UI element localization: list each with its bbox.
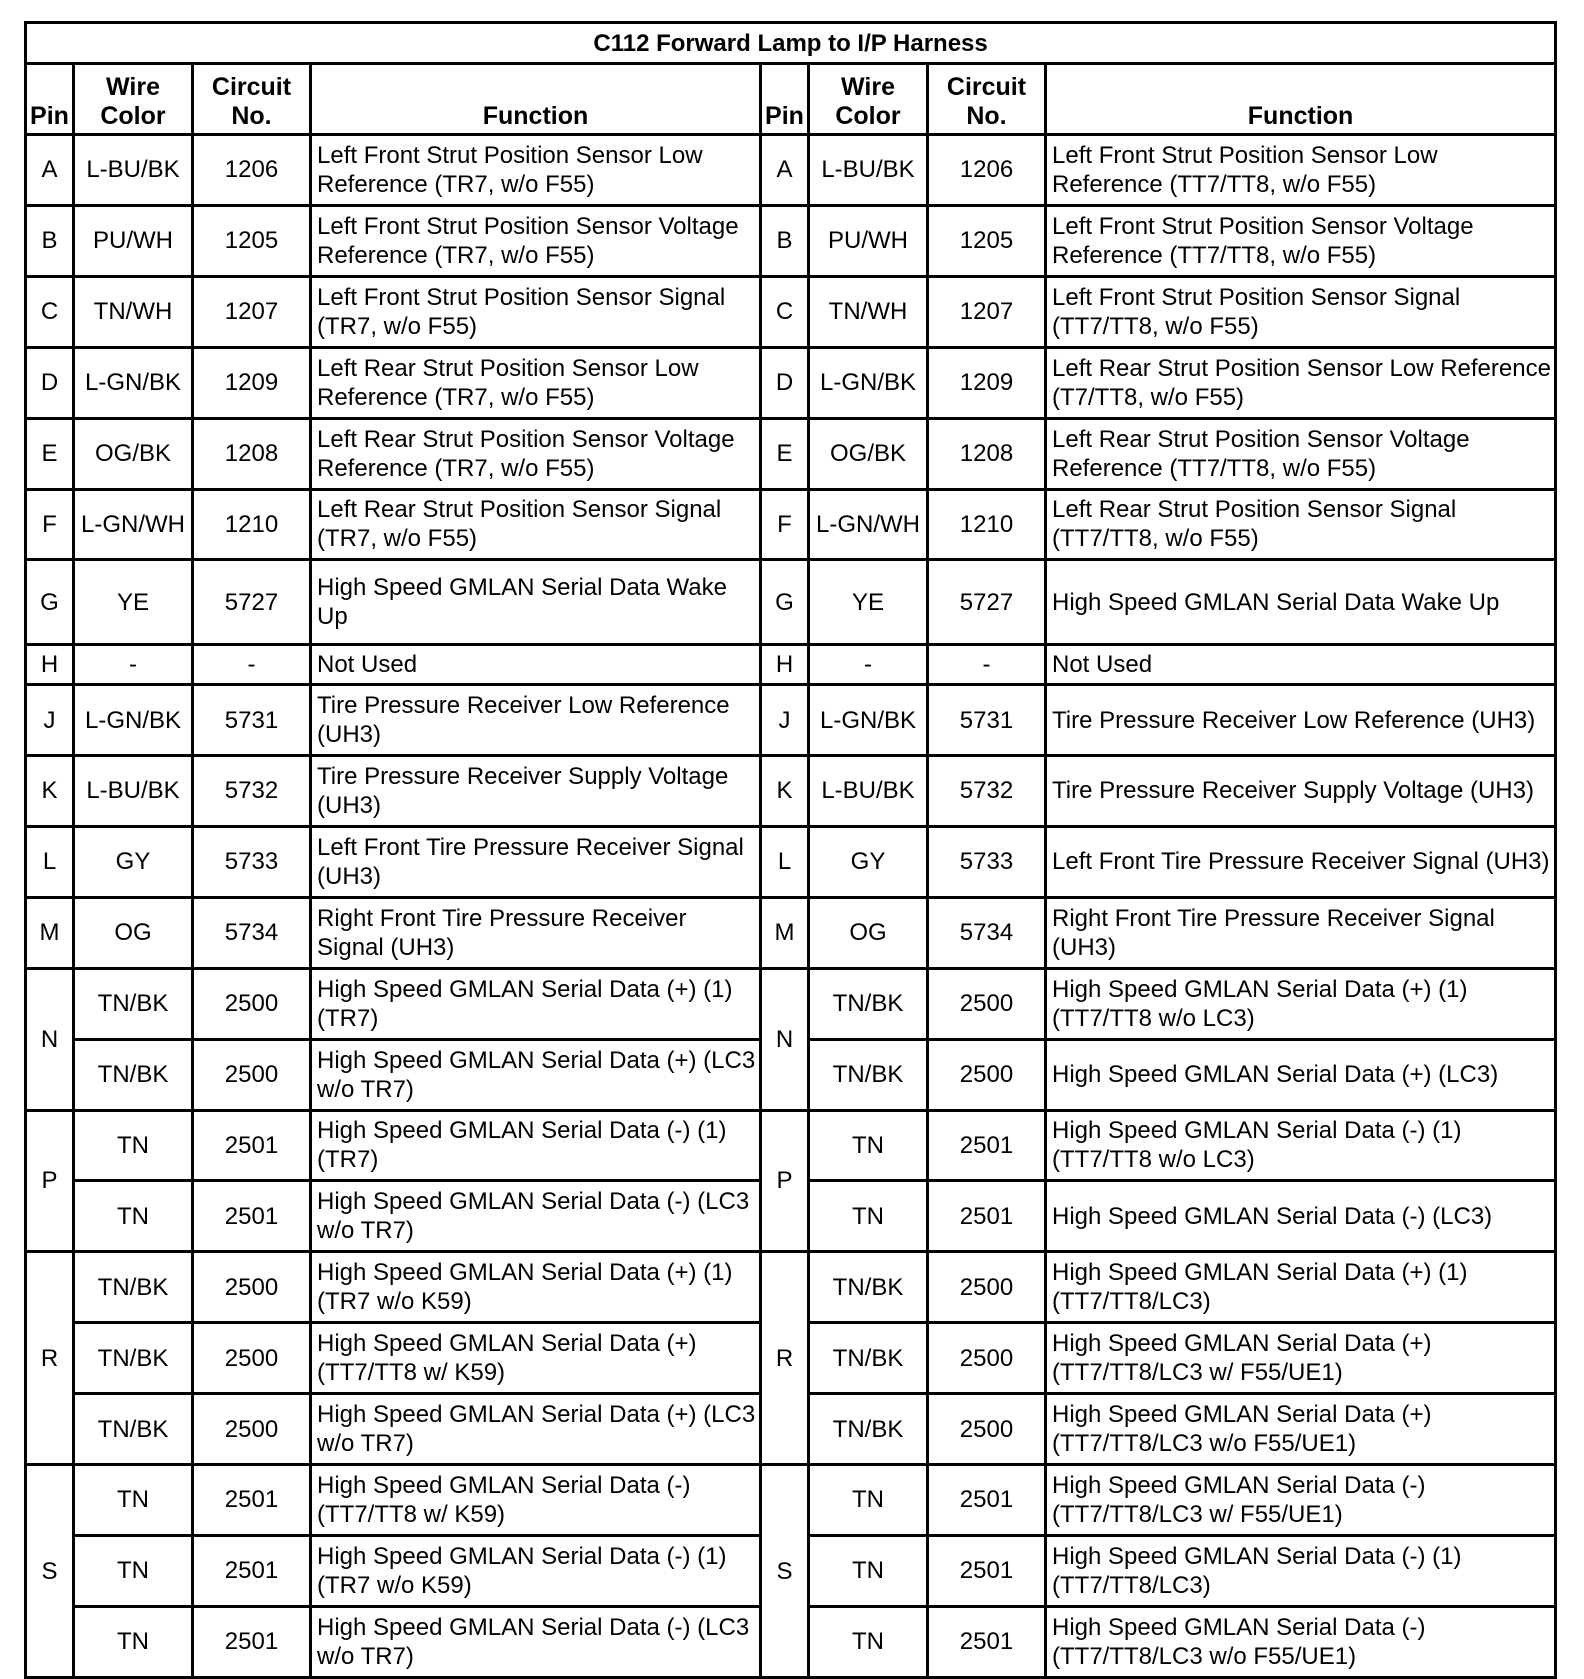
pin-cell: E: [26, 418, 74, 489]
wire-color-cell: TN/BK: [74, 1252, 193, 1323]
function-cell-right: Not Used: [1046, 645, 1556, 685]
wire-color-cell: L-GN/BK: [74, 347, 193, 418]
circuit-cell-right: 5727: [928, 560, 1046, 645]
circuit-cell: 5731: [193, 685, 311, 756]
header-function: Function: [311, 64, 761, 135]
circuit-cell-right: 2500: [928, 1039, 1046, 1110]
wire-color-cell: -: [74, 645, 193, 685]
table-body: [26, 135, 1556, 1678]
table-row: [26, 755, 1556, 826]
table-row: [26, 1465, 1556, 1536]
wire-color-cell-right: TN/BK: [809, 1252, 928, 1323]
pin-cell-right: D: [761, 347, 809, 418]
circuit-cell-right: 2501: [928, 1181, 1046, 1252]
header-pin: Pin: [26, 64, 74, 135]
wire-color-cell-right: TN: [809, 1465, 928, 1536]
wire-color-cell-right: TN: [809, 1606, 928, 1677]
function-cell: Left Rear Strut Position Sensor Voltage Reference (TR7, w/o F55): [311, 418, 761, 489]
circuit-cell: 2500: [193, 1394, 311, 1465]
header-circuit-no: Circuit No.: [193, 64, 311, 135]
function-cell: High Speed GMLAN Serial Data (-) (1) (TR7): [311, 1110, 761, 1181]
table-row: [26, 826, 1556, 897]
circuit-cell: 2501: [193, 1606, 311, 1677]
function-cell: High Speed GMLAN Serial Data (-) (LC3 w/o TR7): [311, 1181, 761, 1252]
function-cell: Left Front Strut Position Sensor Low Reference (TR7, w/o F55): [311, 135, 761, 206]
pin-cell: R: [26, 1252, 74, 1465]
wire-color-cell-right: OG: [809, 897, 928, 968]
pin-cell-right: P: [761, 1110, 809, 1252]
function-cell: High Speed GMLAN Serial Data (-) (1) (TR7 w/o K59): [311, 1535, 761, 1606]
wire-color-cell-right: TN: [809, 1181, 928, 1252]
circuit-cell-right: 2501: [928, 1606, 1046, 1677]
function-cell-right: High Speed GMLAN Serial Data (-) (1) (TT7/TT8/LC3): [1046, 1535, 1556, 1606]
pin-cell: A: [26, 135, 74, 206]
function-cell-right: Left Front Strut Position Sensor Voltage Reference (TT7/TT8, w/o F55): [1046, 205, 1556, 276]
wire-color-cell: L-GN/WH: [74, 489, 193, 560]
header-row: [26, 64, 1556, 135]
circuit-cell-right: 1207: [928, 276, 1046, 347]
circuit-cell-right: 5732: [928, 755, 1046, 826]
pin-cell-right: M: [761, 897, 809, 968]
pin-cell: M: [26, 897, 74, 968]
circuit-cell-right: 5731: [928, 685, 1046, 756]
function-cell-right: Left Front Strut Position Sensor Signal (TT7/TT8, w/o F55): [1046, 276, 1556, 347]
table-row: [26, 1110, 1556, 1181]
circuit-cell: 2501: [193, 1465, 311, 1536]
wire-color-cell-right: L-GN/BK: [809, 347, 928, 418]
table-row: [26, 135, 1556, 206]
circuit-cell-right: 1206: [928, 135, 1046, 206]
function-cell-right: Tire Pressure Receiver Supply Voltage (UH3): [1046, 755, 1556, 826]
wire-color-cell: TN/BK: [74, 968, 193, 1039]
pin-cell-right: B: [761, 205, 809, 276]
circuit-cell-right: 2500: [928, 968, 1046, 1039]
pin-cell-right: G: [761, 560, 809, 645]
wire-color-cell-right: TN/BK: [809, 1394, 928, 1465]
pin-cell: D: [26, 347, 74, 418]
function-cell-right: High Speed GMLAN Serial Data (+) (TT7/TT8/LC3 w/ F55/UE1): [1046, 1323, 1556, 1394]
wire-color-cell: TN: [74, 1110, 193, 1181]
function-cell-right: Left Rear Strut Position Sensor Voltage Reference (TT7/TT8, w/o F55): [1046, 418, 1556, 489]
wire-color-cell-right: TN/BK: [809, 1323, 928, 1394]
circuit-cell: 1205: [193, 205, 311, 276]
wire-color-cell-right: L-BU/BK: [809, 135, 928, 206]
pin-cell-right: N: [761, 968, 809, 1110]
pin-cell-right: K: [761, 755, 809, 826]
pin-cell: G: [26, 560, 74, 645]
wire-color-cell: TN/BK: [74, 1323, 193, 1394]
wire-color-cell-right: OG/BK: [809, 418, 928, 489]
wire-color-cell-right: L-GN/BK: [809, 685, 928, 756]
function-cell-right: High Speed GMLAN Serial Data (-) (TT7/TT8/LC3 w/ F55/UE1): [1046, 1465, 1556, 1536]
circuit-cell-right: 1205: [928, 205, 1046, 276]
table-row: [26, 685, 1556, 756]
pin-cell-right: H: [761, 645, 809, 685]
wire-color-cell-right: TN/BK: [809, 968, 928, 1039]
wire-color-cell-right: L-BU/BK: [809, 755, 928, 826]
function-cell-right: Right Front Tire Pressure Receiver Signal (UH3): [1046, 897, 1556, 968]
circuit-cell: 2500: [193, 1039, 311, 1110]
wire-color-cell: L-BU/BK: [74, 755, 193, 826]
wire-color-cell: TN: [74, 1535, 193, 1606]
pin-cell: K: [26, 755, 74, 826]
pin-cell: F: [26, 489, 74, 560]
function-cell: Left Front Strut Position Sensor Voltage Reference (TR7, w/o F55): [311, 205, 761, 276]
pin-cell-right: R: [761, 1252, 809, 1465]
connector-table: [24, 21, 1557, 1679]
title-row: [26, 23, 1556, 64]
circuit-cell-right: 2501: [928, 1535, 1046, 1606]
function-cell-right: High Speed GMLAN Serial Data (+) (TT7/TT8/LC3 w/o F55/UE1): [1046, 1394, 1556, 1465]
wire-color-cell-right: PU/WH: [809, 205, 928, 276]
pin-cell-right: J: [761, 685, 809, 756]
wire-color-cell-right: -: [809, 645, 928, 685]
function-cell-right: Left Rear Strut Position Sensor Low Reference (T7/TT8, w/o F55): [1046, 347, 1556, 418]
wire-color-cell-right: YE: [809, 560, 928, 645]
pin-cell: L: [26, 826, 74, 897]
circuit-cell: 5727: [193, 560, 311, 645]
function-cell: Left Rear Strut Position Sensor Low Reference (TR7, w/o F55): [311, 347, 761, 418]
pin-cell-right: C: [761, 276, 809, 347]
wire-color-cell-right: TN/BK: [809, 1039, 928, 1110]
wire-color-cell: L-GN/BK: [74, 685, 193, 756]
function-cell: Tire Pressure Receiver Low Reference (UH3): [311, 685, 761, 756]
wire-color-cell: PU/WH: [74, 205, 193, 276]
circuit-cell: 1206: [193, 135, 311, 206]
function-cell: High Speed GMLAN Serial Data (+) (LC3 w/o TR7): [311, 1394, 761, 1465]
header-function-right: Function: [1046, 64, 1556, 135]
pin-cell: S: [26, 1465, 74, 1678]
table-row: [26, 276, 1556, 347]
circuit-cell-right: 2501: [928, 1465, 1046, 1536]
function-cell: High Speed GMLAN Serial Data (-) (LC3 w/o TR7): [311, 1606, 761, 1677]
circuit-cell-right: 2500: [928, 1252, 1046, 1323]
circuit-cell-right: 5733: [928, 826, 1046, 897]
function-cell: High Speed GMLAN Serial Data (+) (1) (TR7): [311, 968, 761, 1039]
function-cell-right: Tire Pressure Receiver Low Reference (UH3): [1046, 685, 1556, 756]
circuit-cell: 2501: [193, 1110, 311, 1181]
function-cell: Left Front Tire Pressure Receiver Signal (UH3): [311, 826, 761, 897]
table-row: [26, 489, 1556, 560]
wire-color-cell: TN: [74, 1465, 193, 1536]
table-row: [26, 645, 1556, 685]
header-pin-right: Pin: [761, 64, 809, 135]
header-wire-color-right: Wire Color: [809, 64, 928, 135]
circuit-cell: 1210: [193, 489, 311, 560]
circuit-cell: 5734: [193, 897, 311, 968]
header-wire-color: Wire Color: [74, 64, 193, 135]
wire-color-cell: GY: [74, 826, 193, 897]
circuit-cell-right: 2500: [928, 1394, 1046, 1465]
function-cell-right: High Speed GMLAN Serial Data (-) (TT7/TT8/LC3 w/o F55/UE1): [1046, 1606, 1556, 1677]
wire-color-cell: OG: [74, 897, 193, 968]
circuit-cell: 2500: [193, 1323, 311, 1394]
function-cell: High Speed GMLAN Serial Data (-) (TT7/TT8 w/ K59): [311, 1465, 761, 1536]
header-circuit-no-right: Circuit No.: [928, 64, 1046, 135]
function-cell: High Speed GMLAN Serial Data Wake Up: [311, 560, 761, 645]
function-cell: High Speed GMLAN Serial Data (+) (1) (TR7 w/o K59): [311, 1252, 761, 1323]
function-cell-right: Left Rear Strut Position Sensor Signal (TT7/TT8, w/o F55): [1046, 489, 1556, 560]
function-cell: Not Used: [311, 645, 761, 685]
circuit-cell-right: 1209: [928, 347, 1046, 418]
circuit-cell: 2501: [193, 1181, 311, 1252]
wire-color-cell: TN: [74, 1606, 193, 1677]
pin-cell-right: L: [761, 826, 809, 897]
circuit-cell: 5732: [193, 755, 311, 826]
function-cell-right: High Speed GMLAN Serial Data (+) (LC3): [1046, 1039, 1556, 1110]
function-cell-right: High Speed GMLAN Serial Data (-) (LC3): [1046, 1181, 1556, 1252]
wire-color-cell-right: TN/WH: [809, 276, 928, 347]
function-cell-right: Left Front Strut Position Sensor Low Reference (TT7/TT8, w/o F55): [1046, 135, 1556, 206]
circuit-cell: 1208: [193, 418, 311, 489]
circuit-cell-right: -: [928, 645, 1046, 685]
function-cell: Right Front Tire Pressure Receiver Signal (UH3): [311, 897, 761, 968]
pin-cell: B: [26, 205, 74, 276]
wire-color-cell: TN/BK: [74, 1039, 193, 1110]
wire-color-cell: TN/BK: [74, 1394, 193, 1465]
wire-color-cell-right: TN: [809, 1535, 928, 1606]
wire-color-cell-right: GY: [809, 826, 928, 897]
pin-cell-right: A: [761, 135, 809, 206]
pin-cell: J: [26, 685, 74, 756]
pin-cell: P: [26, 1110, 74, 1252]
circuit-cell: -: [193, 645, 311, 685]
circuit-cell-right: 2501: [928, 1110, 1046, 1181]
circuit-cell: 2500: [193, 1252, 311, 1323]
circuit-cell: 2500: [193, 968, 311, 1039]
pin-cell: H: [26, 645, 74, 685]
wire-color-cell: TN/WH: [74, 276, 193, 347]
circuit-cell: 1209: [193, 347, 311, 418]
table-row: [26, 897, 1556, 968]
wire-color-cell-right: TN: [809, 1110, 928, 1181]
table-row: [26, 205, 1556, 276]
table-title: C112 Forward Lamp to I/P Harness: [26, 23, 1556, 64]
pin-cell-right: F: [761, 489, 809, 560]
function-cell: Left Rear Strut Position Sensor Signal (TR7, w/o F55): [311, 489, 761, 560]
table-row: [26, 347, 1556, 418]
function-cell-right: Left Front Tire Pressure Receiver Signal (UH3): [1046, 826, 1556, 897]
pin-cell-right: S: [761, 1465, 809, 1678]
function-cell: High Speed GMLAN Serial Data (+) (LC3 w/o TR7): [311, 1039, 761, 1110]
circuit-cell: 5733: [193, 826, 311, 897]
wire-color-cell: L-BU/BK: [74, 135, 193, 206]
circuit-cell-right: 5734: [928, 897, 1046, 968]
pin-cell-right: E: [761, 418, 809, 489]
function-cell: Left Front Strut Position Sensor Signal (TR7, w/o F55): [311, 276, 761, 347]
circuit-cell: 2501: [193, 1535, 311, 1606]
function-cell-right: High Speed GMLAN Serial Data (+) (1) (TT7/TT8 w/o LC3): [1046, 968, 1556, 1039]
table-row: [26, 560, 1556, 645]
table-row: [26, 968, 1556, 1039]
wire-color-cell-right: L-GN/WH: [809, 489, 928, 560]
table-row: [26, 1252, 1556, 1323]
function-cell-right: High Speed GMLAN Serial Data (+) (1) (TT7/TT8/LC3): [1046, 1252, 1556, 1323]
function-cell: Tire Pressure Receiver Supply Voltage (UH3): [311, 755, 761, 826]
wire-color-cell: YE: [74, 560, 193, 645]
table-row: [26, 418, 1556, 489]
pin-cell: C: [26, 276, 74, 347]
circuit-cell-right: 1210: [928, 489, 1046, 560]
function-cell-right: High Speed GMLAN Serial Data (-) (1) (TT7/TT8 w/o LC3): [1046, 1110, 1556, 1181]
circuit-cell-right: 1208: [928, 418, 1046, 489]
circuit-cell-right: 2500: [928, 1323, 1046, 1394]
function-cell-right: High Speed GMLAN Serial Data Wake Up: [1046, 560, 1556, 645]
wire-color-cell: OG/BK: [74, 418, 193, 489]
function-cell: High Speed GMLAN Serial Data (+) (TT7/TT8 w/ K59): [311, 1323, 761, 1394]
wire-color-cell: TN: [74, 1181, 193, 1252]
circuit-cell: 1207: [193, 276, 311, 347]
pin-cell: N: [26, 968, 74, 1110]
